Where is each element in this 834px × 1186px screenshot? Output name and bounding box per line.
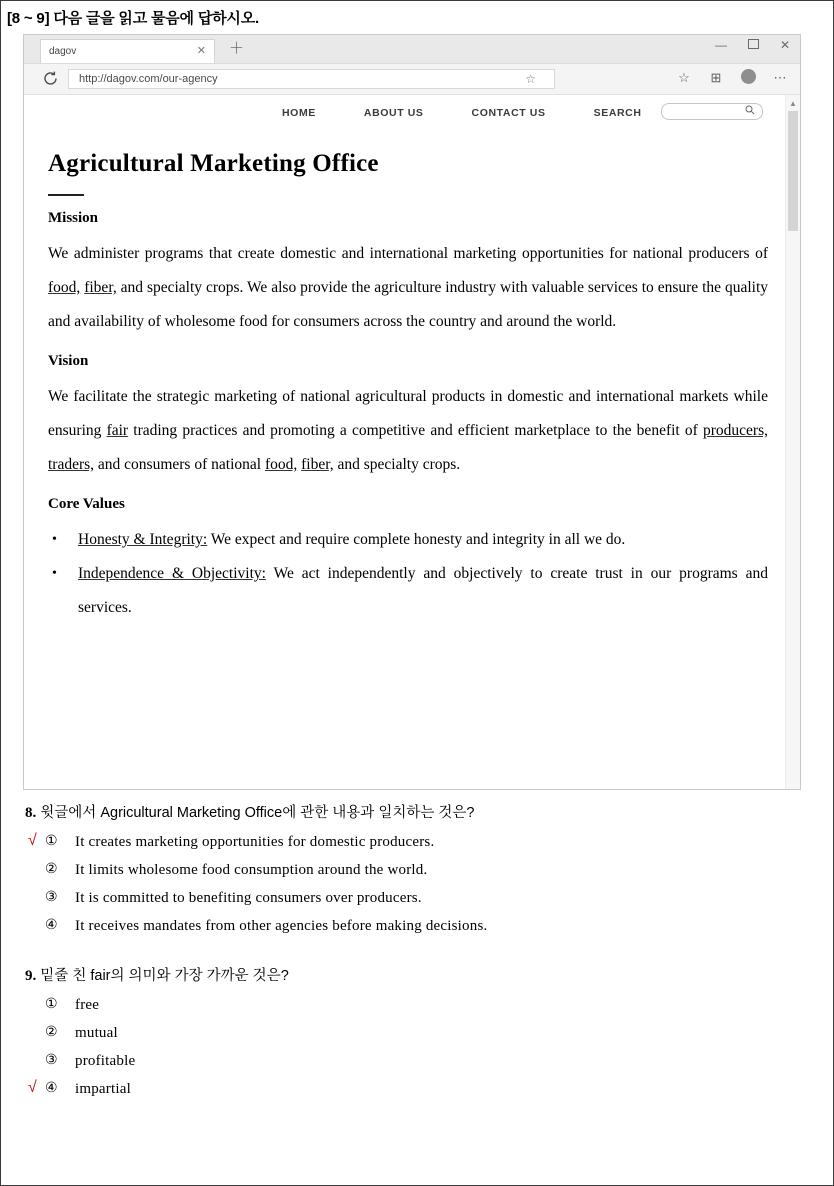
browser-window	[23, 34, 801, 790]
value-text: We act independently and objectively to create trust in our programs and services.	[78, 565, 768, 616]
title-divider	[48, 194, 84, 196]
reload-icon[interactable]	[42, 70, 59, 87]
toolbar-icons	[676, 69, 788, 87]
value-text: We expect and require complete honesty and integrity in all we do.	[207, 531, 626, 548]
page-title: Agricultural Marketing Office	[48, 150, 379, 177]
question-9	[23, 964, 813, 1103]
value-label: Honesty & Integrity:	[78, 531, 208, 548]
question-9-choice-3[interactable]: ③ profitable	[45, 1053, 136, 1069]
list-item	[48, 523, 768, 557]
question-8-choice-2[interactable]: ② It limits wholesome food consumption around the world.	[45, 862, 428, 878]
question-8-choice-3[interactable]: ③ It is committed to benefiting consumers over producers.	[45, 890, 422, 906]
mission-paragraph: We administer programs that create domestic and international marketing opportunities for national producers of food, fiber, and specialty crops. We also provide the agriculture industry with valuable services to ensure the quality and availability of wholesome food for consumers across the country and around the world.	[48, 245, 768, 330]
nav-item-home[interactable]: HOME	[282, 107, 316, 119]
address-bar[interactable]	[68, 69, 555, 89]
section-heading-core-values: Core Values	[48, 496, 125, 512]
value-label: Independence & Objectivity:	[78, 565, 266, 582]
favorites-icon[interactable]: ☆	[678, 70, 690, 85]
new-tab-icon[interactable]: ＋	[229, 40, 245, 57]
question-9-choice-1[interactable]: ① free	[45, 997, 100, 1013]
nav-item-contact-us[interactable]: CONTACT US	[471, 107, 546, 119]
section-heading-vision: Vision	[48, 353, 89, 369]
bookmark-star-icon[interactable]: ☆	[525, 72, 536, 86]
question-9-choice-2[interactable]: ② mutual	[45, 1025, 118, 1041]
window-controls	[714, 39, 792, 51]
scrollbar-thumb[interactable]	[788, 111, 798, 231]
vision-paragraph: We facilitate the strategic marketing of national agricultural products in domestic and international markets while ensuring fair trading practices and promoting a competitive and efficient marketplace to the benefit of producers, traders, and consumers of national food, fiber, and specialty crops.	[48, 388, 768, 473]
bullet-icon: •	[52, 532, 57, 547]
browser-toolbar	[24, 64, 800, 95]
browser-tabstrip	[24, 35, 800, 64]
fair-underlined: fair	[106, 422, 129, 439]
browser-tab[interactable]	[40, 39, 215, 63]
url-text: http://dagov.com/our-agency	[79, 73, 218, 85]
question-8-stem: 8. 윗글에서 Agricultural Marketing Office에 관한 내용과 일치하는 것은?	[25, 805, 475, 821]
section-heading-mission: Mission	[48, 210, 99, 226]
close-icon[interactable]: ✕	[196, 45, 206, 57]
search-input[interactable]	[661, 103, 763, 120]
tab-title: dagov	[49, 46, 77, 57]
core-values-list	[48, 523, 768, 625]
instruction-line: [8 ~ 9] 다음 글을 읽고 물음에 답하시오.	[7, 10, 259, 27]
article-content	[24, 130, 800, 625]
question-9-stem: 9. 밑줄 친 fair의 의미와 가장 가까운 것은?	[25, 968, 289, 984]
minimize-icon[interactable]: —	[715, 38, 727, 52]
more-icon[interactable]: ⋯	[773, 70, 787, 85]
answer-check-icon: √	[28, 1079, 37, 1096]
question-8-choice-1[interactable]: √ ① It creates marketing opportunities for domestic producers.	[23, 828, 813, 856]
close-window-icon[interactable]: ✕	[779, 38, 791, 52]
collections-icon[interactable]: ⊞	[710, 70, 722, 85]
site-navigation	[24, 95, 800, 130]
maximize-icon[interactable]	[746, 39, 760, 51]
list-item	[48, 557, 768, 625]
page-viewport	[24, 95, 800, 789]
bullet-icon: •	[52, 566, 57, 581]
question-9-choice-4[interactable]: √ ④ impartial	[23, 1075, 813, 1103]
nav-item-about-us[interactable]: ABOUT US	[363, 107, 424, 119]
answer-check-icon: √	[28, 832, 37, 849]
questions-area	[23, 801, 813, 1121]
search-icon[interactable]	[745, 105, 755, 117]
question-8-choice-4[interactable]: ④ It receives mandates from other agencies before making decisions.	[45, 918, 488, 934]
question-8	[23, 801, 813, 940]
nav-item-search[interactable]: SEARCH	[593, 107, 642, 119]
profile-icon[interactable]	[740, 69, 756, 87]
vertical-scrollbar[interactable]	[785, 95, 800, 789]
scroll-up-icon[interactable]: ▲	[789, 99, 797, 108]
